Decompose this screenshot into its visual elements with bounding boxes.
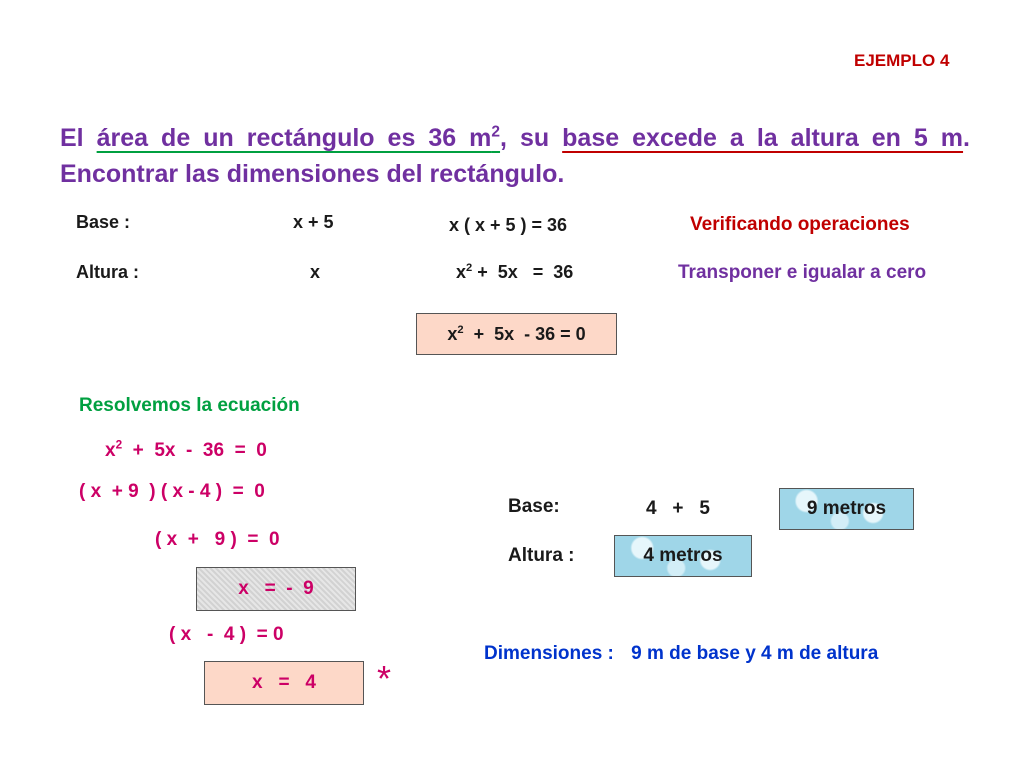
- problem-text: El: [60, 124, 97, 152]
- factor-2-equation: ( x - 4 ) = 0: [169, 624, 284, 645]
- dimensions-summary: [484, 643, 878, 665]
- result-base-label: Base:: [508, 496, 560, 517]
- base-value: 9 metros: [806, 498, 887, 519]
- equation-product: x ( x + 5 ) = 36: [449, 215, 568, 235]
- base-expression: x + 5: [293, 212, 334, 232]
- base-label: Base :: [76, 212, 131, 232]
- dimensions-label: Dimensiones :: [484, 643, 614, 664]
- altura-expression: x: [310, 262, 321, 282]
- factor-1-equation: ( x + 9 ) = 0: [155, 529, 280, 550]
- result-altura-label: Altura :: [508, 545, 575, 566]
- base-value-box: [779, 488, 914, 530]
- example-label: EJEMPLO 4: [854, 51, 950, 70]
- dimensions-text: 9 m de base y 4 m de altura: [631, 643, 879, 664]
- altura-value-box: [614, 535, 752, 577]
- problem-text: , su: [500, 124, 563, 152]
- solve-heading: Resolvemos la ecuación: [79, 395, 300, 416]
- base-phrase: base excede a la altura en 5 m: [562, 124, 964, 152]
- root-2: x = 4: [252, 672, 316, 693]
- note-transpose: Transponer e igualar a cero: [678, 262, 927, 283]
- standard-form-box: [416, 313, 617, 355]
- altura-value: 4 metros: [643, 545, 723, 566]
- factored-equation: ( x + 9 ) ( x - 4 ) = 0: [79, 481, 265, 502]
- note-verify: Verificando operaciones: [690, 214, 910, 235]
- equation-expanded: $x^2 + 5x = 36$: [456, 262, 574, 282]
- problem-text: .: [963, 124, 970, 152]
- problem-line-1: [60, 124, 970, 153]
- root-2-box: [204, 661, 364, 705]
- standard-form-equation: $x^2 + 5x - 36 = 0$: [447, 323, 586, 344]
- root-1-box: [196, 567, 356, 611]
- altura-label: Altura :: [76, 262, 139, 282]
- result-base-calc: 4 + 5: [646, 498, 710, 519]
- valid-root-star: *: [377, 658, 392, 699]
- root-1: x = - 9: [238, 578, 314, 599]
- area-phrase: área de un rectángulo es 36 $m^2$: [96, 123, 501, 152]
- problem-line-2: Encontrar las dimensiones del rectángulo.: [60, 160, 565, 188]
- solve-equation: $x^2 + 5x - 36 = 0$: [105, 438, 267, 461]
